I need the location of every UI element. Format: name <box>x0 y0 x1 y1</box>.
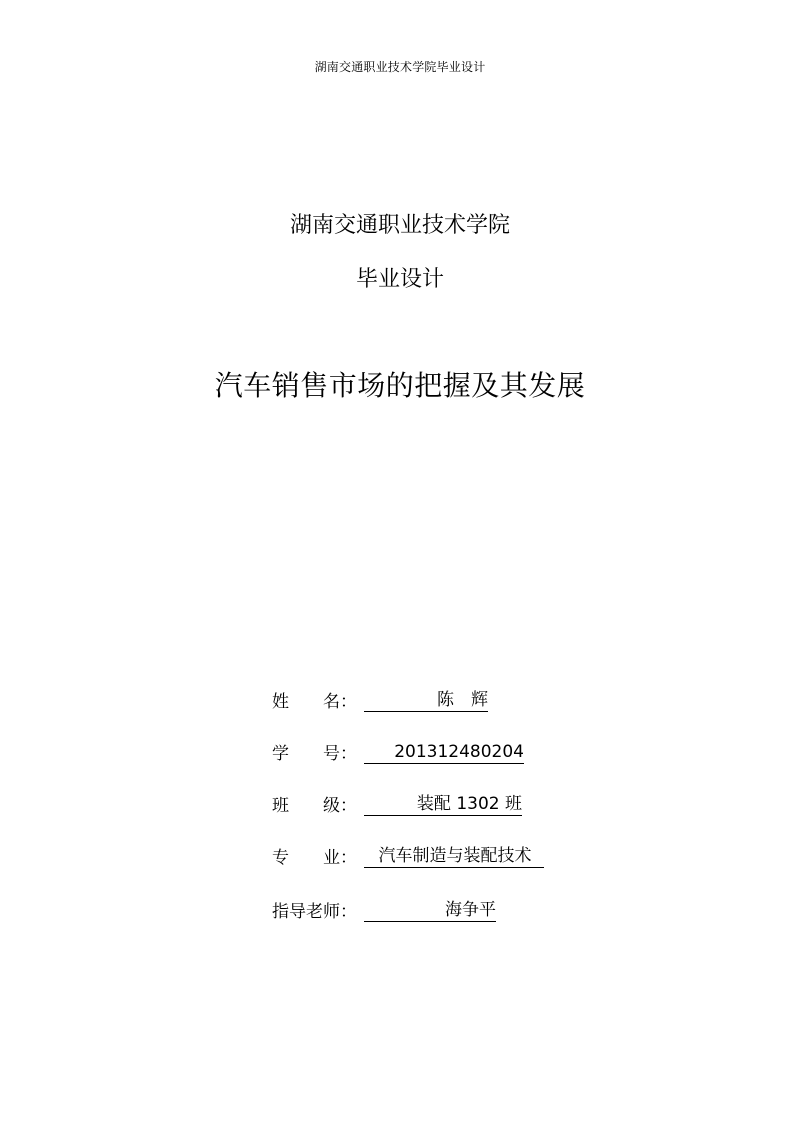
student-id-value: 201312480204 <box>364 741 524 764</box>
class-label: 班 级： <box>272 796 357 816</box>
info-row-student-id <box>272 738 524 764</box>
header-rule <box>115 80 685 81</box>
info-row-major <box>272 842 544 868</box>
thesis-title: 汽车销售市场的把握及其发展 <box>214 369 586 402</box>
info-row-class <box>272 790 522 816</box>
name-label: 姓 名： <box>272 692 357 712</box>
major-label: 专 业： <box>272 848 357 868</box>
school-name: 湖南交通职业技术学院 <box>289 213 510 238</box>
document-type: 毕业设计 <box>355 267 444 292</box>
running-header: 湖南交通职业技术学院毕业设计 <box>314 60 486 74</box>
info-row-name <box>272 686 488 712</box>
advisor-label: 指导老师： <box>272 902 357 922</box>
class-value: 装配 1302 班 <box>364 793 522 816</box>
major-value: 汽车制造与装配技术 <box>364 845 544 868</box>
student-id-label: 学 号： <box>272 744 357 764</box>
name-value: 陈 辉 <box>364 689 488 712</box>
info-row-advisor <box>272 896 496 922</box>
advisor-value: 海争平 <box>364 899 496 922</box>
